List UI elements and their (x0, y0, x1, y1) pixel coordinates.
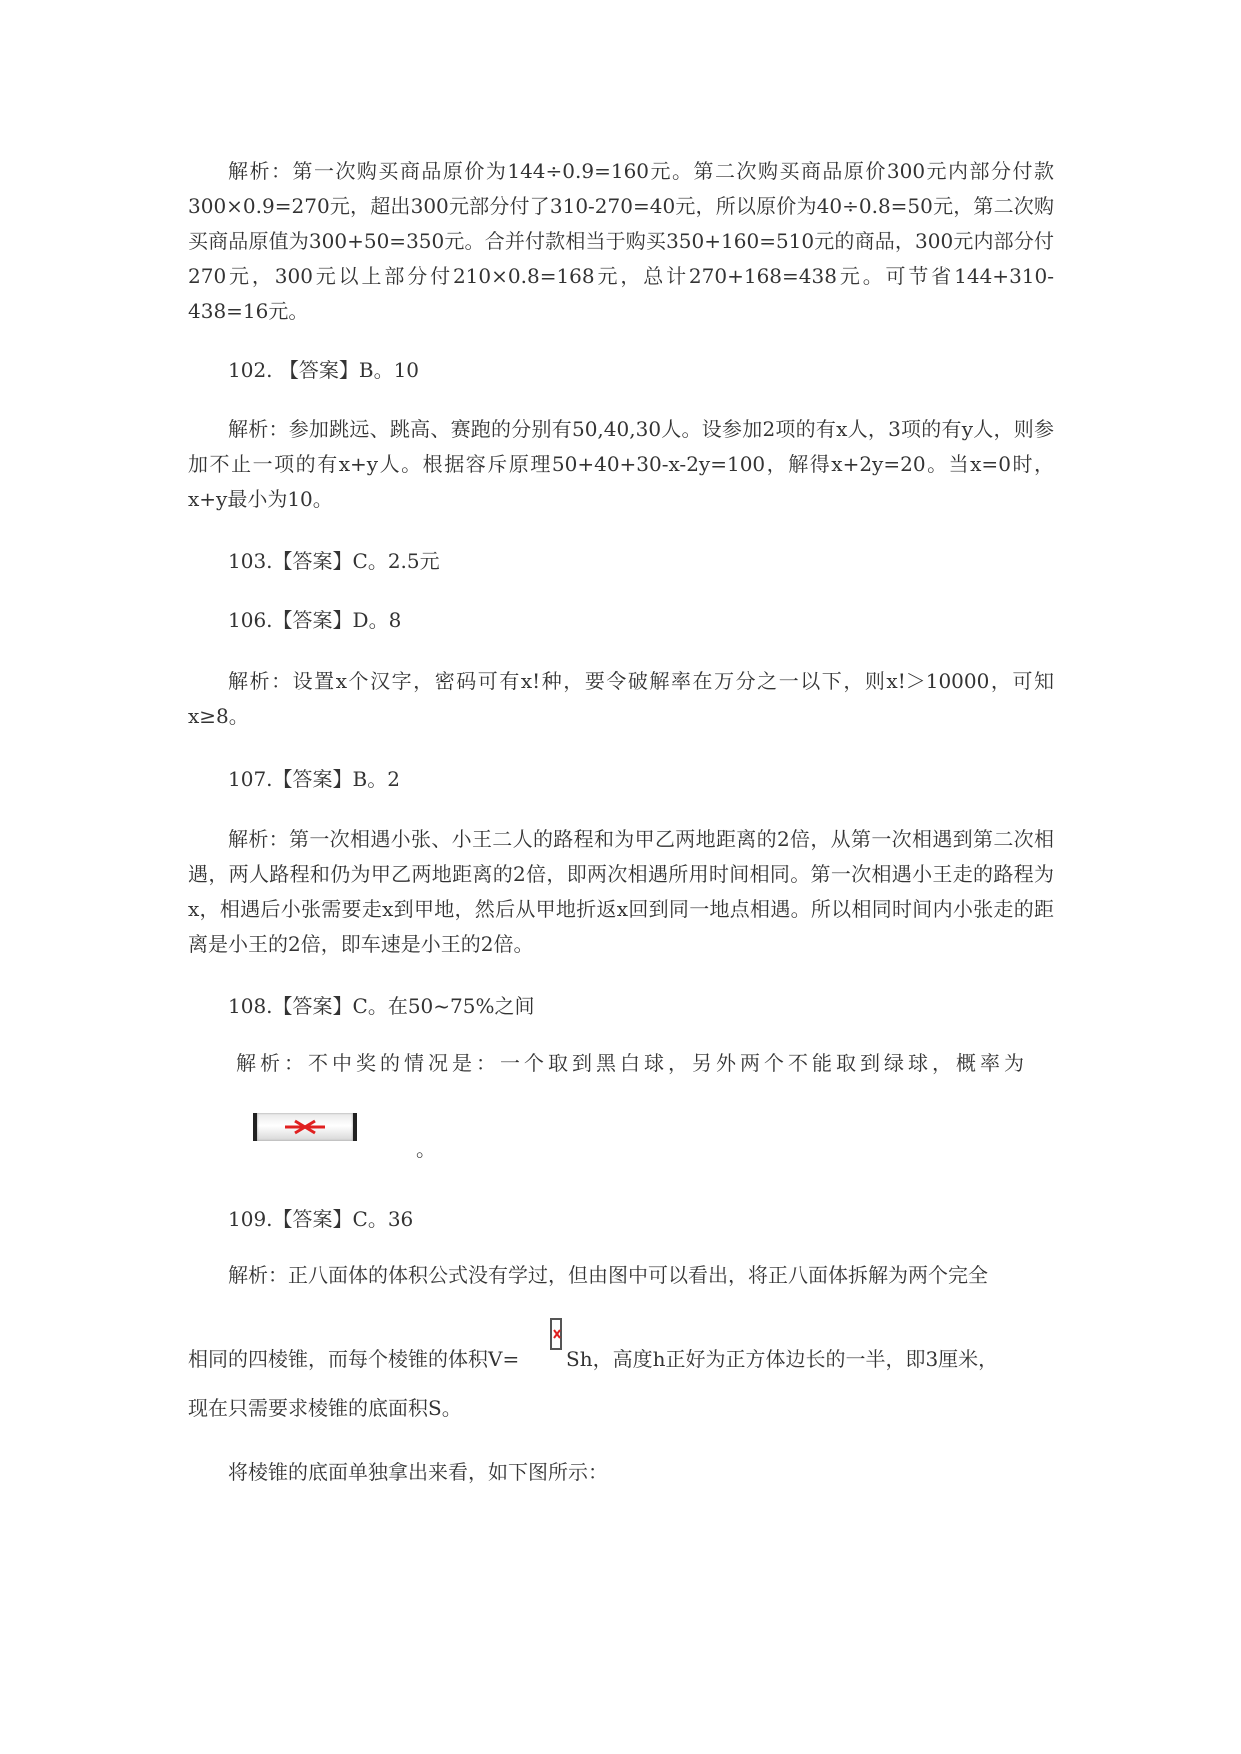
answer-109: 109.【答案】C。36 (228, 1207, 414, 1231)
answer-107: 107.【答案】B。2 (228, 767, 400, 791)
broken-image-icon (550, 1318, 562, 1350)
close-x-icon (281, 1119, 329, 1135)
analysis-paragraph-102: 解析：参加跳远、跳高、赛跑的分别有50,40,30人。设参加2项的有x人，3项的有y人，则参加不止一项的有x+y人。根据容斥原理50+40+30-x-2y=100，解得x+2y=20。当x=0时，x+y最小为10。 (188, 417, 1054, 511)
analysis-paragraph-109-line-1: 解析：正八面体的体积公式没有学过，但由图中可以看出，将正八面体拆解为两个完全 (228, 1263, 988, 1287)
answer-108: 108.【答案】C。在50~75%之间 (228, 994, 535, 1018)
analysis-paragraph-1: 解析：第一次购买商品原价为144÷0.9=160元。第二次购买商品原价300元内部分付款300×0.9=270元，超出300元部分付了310-270=40元，所以原价为40÷0.8=50元，第二次购买商品原值为300+50=350元。合并付款相当于购买350+160=510元的商品，300元内部分付270元，300元以上部分付210×0.8=168元，总计270+168=438元。可节省144+310-438=16元。 (188, 159, 1054, 323)
answer-103: 103.【答案】C。2.5元 (228, 549, 440, 573)
analysis-paragraph-108: 解析：不中奖的情况是：一个取到黑白球，另外两个不能取到绿球，概率为 (236, 1051, 1028, 1075)
close-x-icon (553, 1328, 561, 1340)
answer-106: 106.【答案】D。8 (228, 608, 402, 632)
analysis-paragraph-109-line-2a: 相同的四棱锥，而每个棱锥的体积V= (188, 1347, 520, 1371)
analysis-paragraph-109-line-2b: Sh，高度h正好为正方体边长的一半，即3厘米， (566, 1347, 999, 1371)
figure-intro-text: 将棱锥的底面单独拿出来看，如下图所示： (228, 1460, 608, 1484)
broken-image-icon (253, 1113, 357, 1141)
analysis-paragraph-109-line-3: 现在只需要求棱锥的底面积S。 (188, 1396, 462, 1420)
sentence-end: 。 (416, 1137, 436, 1161)
analysis-paragraph-106: 解析：设置x个汉字，密码可有x!种，要令破解率在万分之一以下，则x!＞10000，可知x≥8。 (188, 669, 1054, 728)
analysis-paragraph-107: 解析：第一次相遇小张、小王二人的路程和为甲乙两地距离的2倍，从第一次相遇到第二次相遇，两人路程和仍为甲乙两地距离的2倍，即两次相遇所用时间相同。第一次相遇小王走的路程为x，相遇后小张需要走x到甲地，然后从甲地折返x回到同一地点相遇。所以相同时间内小张走的距离是小王的2倍，即车速是小王的2倍。 (188, 827, 1054, 956)
answer-102: 102. 【答案】B。10 (228, 358, 420, 382)
